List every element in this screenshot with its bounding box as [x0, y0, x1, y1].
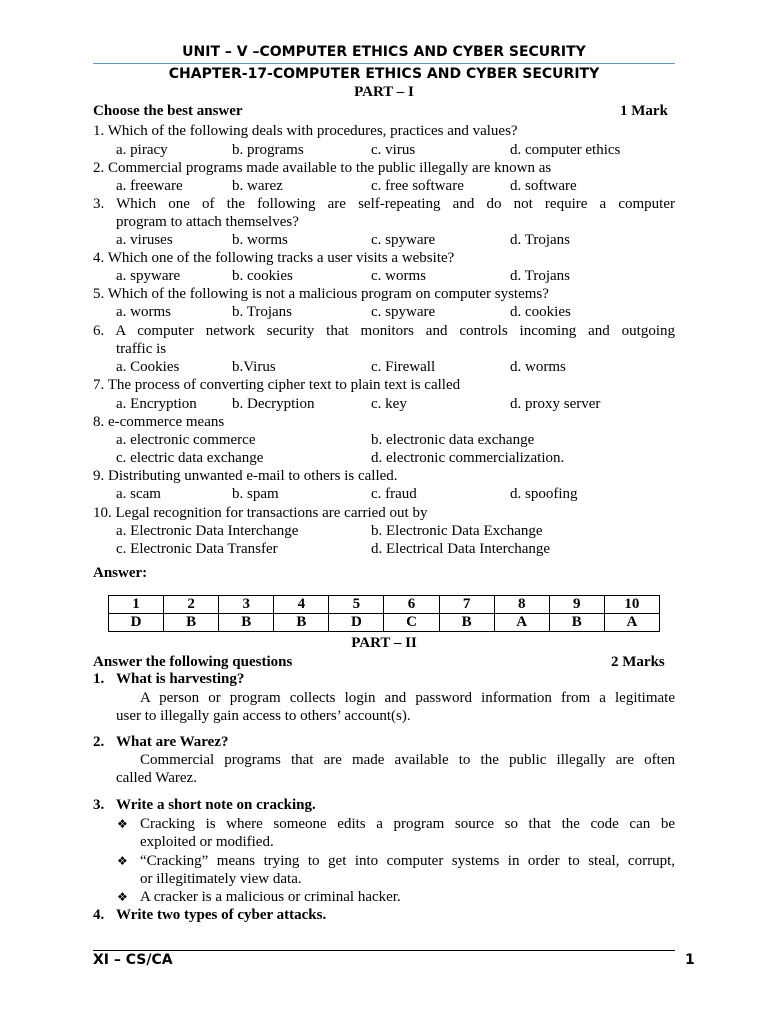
part-two-answer-3-bullet-2-line-1: “Cracking” means trying to get into computer systems in order to steal, corrupt,	[140, 853, 675, 869]
question-3-option-c: c. spyware	[371, 232, 436, 248]
question-9: 9. Distributing unwanted e-mail to others is called.	[93, 468, 398, 484]
question-4-option-c: c. worms	[371, 268, 426, 284]
question-6-option-d: d. worms	[510, 359, 566, 375]
question-9-option-d: d. spoofing	[510, 486, 578, 502]
answer-number-cell: 6	[384, 596, 439, 614]
part-two-heading: PART – II	[351, 635, 417, 651]
question-7-option-c: c. key	[371, 396, 407, 412]
question-6-option-b: b.Virus	[232, 359, 276, 375]
answer-key-cell: B	[549, 614, 604, 632]
part-two-question-3-number: 3.	[93, 797, 105, 813]
answer-number-cell: 5	[329, 596, 384, 614]
answer-key-cell: B	[219, 614, 274, 632]
question-1-option-a: a. piracy	[116, 142, 168, 158]
question-7-option-b: b. Decryption	[232, 396, 315, 412]
part-two-answer-1-line-2: user to illegally gain access to others’ account(s).	[116, 708, 411, 724]
question-10-option-d: d. Electrical Data Interchange	[371, 541, 551, 557]
question-1: 1. Which of the following deals with procedures, practices and values?	[93, 123, 518, 139]
answer-key-row	[109, 614, 660, 632]
part-two-question-1: What is harvesting?	[116, 671, 245, 687]
part-two-question-2-number: 2.	[93, 734, 105, 750]
answer-number-cell: 2	[164, 596, 219, 614]
part-one-marks: 1 Mark	[620, 103, 668, 119]
answer-key-table	[108, 595, 660, 632]
question-8-option-d: d. electronic commercialization.	[371, 450, 565, 466]
question-6-option-c: c. Firewall	[371, 359, 436, 375]
question-8-option-b: b. electronic data exchange	[371, 432, 535, 448]
diamond-bullet-icon: ❖	[117, 817, 128, 831]
question-1-option-b: b. programs	[232, 142, 304, 158]
answer-key-cell: D	[329, 614, 384, 632]
question-3-option-d: d. Trojans	[510, 232, 571, 248]
part-two-answer-1-line-1: A person or program collects login and password information from a legitimate	[140, 690, 675, 706]
question-5: 5. Which of the following is not a malicious program on computer systems?	[93, 286, 549, 302]
question-10: 10. Legal recognition for transactions are carried out by	[93, 505, 428, 521]
question-8: 8. e-commerce means	[93, 414, 225, 430]
question-9-option-b: b. spam	[232, 486, 279, 502]
answer-key-cell: C	[384, 614, 439, 632]
part-two-question-4: Write two types of cyber attacks.	[116, 907, 327, 923]
question-3-line-1: 3. Which one of the following are self-repeating and do not require a computer	[93, 196, 675, 212]
question-4: 4. Which one of the following tracks a user visits a website?	[93, 250, 455, 266]
question-4-option-d: d. Trojans	[510, 268, 571, 284]
question-8-option-a: a. electronic commerce	[116, 432, 256, 448]
question-4-option-a: a. spyware	[116, 268, 181, 284]
question-1-option-d: d. computer ethics	[510, 142, 621, 158]
answer-number-cell: 4	[274, 596, 329, 614]
part-two-question-3: Write a short note on cracking.	[116, 797, 316, 813]
question-7-option-a: a. Encryption	[116, 396, 197, 412]
question-2-option-a: a. freeware	[116, 178, 183, 194]
question-5-option-c: c. spyware	[371, 304, 436, 320]
question-1-option-c: c. virus	[371, 142, 416, 158]
question-6-line-1: 6. A computer network security that monitors and controls incoming and outgoing	[93, 323, 675, 339]
part-two-answer-3-bullet-1-line-1: Cracking is where someone edits a program source so that the code can be	[140, 816, 675, 832]
part-two-answer-2-line-1: Commercial programs that are made available to the public illegally are often	[140, 752, 675, 768]
question-8-option-c: c. electric data exchange	[116, 450, 264, 466]
question-5-option-b: b. Trojans	[232, 304, 293, 320]
part-two-instruction: Answer the following questions	[93, 654, 293, 670]
header-divider	[93, 63, 675, 64]
question-2: 2. Commercial programs made available to the public illegally are known as	[93, 160, 552, 176]
part-two-answer-3-bullet-2-line-2: or illegitimately view data.	[140, 871, 302, 887]
question-3-option-a: a. viruses	[116, 232, 173, 248]
question-10-option-c: c. Electronic Data Transfer	[116, 541, 278, 557]
question-5-option-a: a. worms	[116, 304, 171, 320]
answer-number-cell: 8	[494, 596, 549, 614]
page-number: 1	[685, 952, 695, 968]
answer-number-cell: 10	[604, 596, 659, 614]
footer-divider	[93, 950, 675, 951]
diamond-bullet-icon: ❖	[117, 854, 128, 868]
question-2-option-c: c. free software	[371, 178, 464, 194]
question-2-option-d: d. software	[510, 178, 577, 194]
answer-number-cell: 9	[549, 596, 604, 614]
part-two-answer-2-line-2: called Warez.	[116, 770, 197, 786]
chapter-title: CHAPTER-17-COMPUTER ETHICS AND CYBER SECURITY	[168, 66, 600, 82]
question-9-option-c: c. fraud	[371, 486, 417, 502]
question-3-option-b: b. worms	[232, 232, 288, 248]
answer-number-cell: 3	[219, 596, 274, 614]
question-7: 7. The process of converting cipher text to plain text is called	[93, 377, 461, 393]
question-7-option-d: d. proxy server	[510, 396, 601, 412]
question-6-line-2: traffic is	[116, 341, 167, 357]
answer-key-cell: D	[109, 614, 164, 632]
part-two-question-4-number: 4.	[93, 907, 105, 923]
answer-key-cell: B	[164, 614, 219, 632]
footer-class-label: XI – CS/CA	[93, 952, 173, 968]
answer-key-cell: A	[604, 614, 659, 632]
answer-key-cell: A	[494, 614, 549, 632]
answer-key-cell: B	[439, 614, 494, 632]
diamond-bullet-icon: ❖	[117, 890, 128, 904]
part-one-instruction: Choose the best answer	[93, 103, 243, 119]
question-5-option-d: d. cookies	[510, 304, 571, 320]
question-2-option-b: b. warez	[232, 178, 283, 194]
question-10-option-a: a. Electronic Data Interchange	[116, 523, 299, 539]
answer-label: Answer:	[93, 565, 148, 581]
answer-number-row	[109, 596, 660, 614]
part-two-answer-3-bullet-1-line-2: exploited or modified.	[140, 834, 274, 850]
part-one-heading: PART – I	[354, 84, 414, 100]
part-two-question-2: What are Warez?	[116, 734, 229, 750]
answer-key-cell: B	[274, 614, 329, 632]
question-3-line-2: program to attach themselves?	[116, 214, 299, 230]
question-6-option-a: a. Cookies	[116, 359, 180, 375]
unit-title: UNIT – V –COMPUTER ETHICS AND CYBER SECURITY	[182, 44, 586, 60]
answer-number-cell: 7	[439, 596, 494, 614]
part-two-marks: 2 Marks	[611, 654, 665, 670]
question-4-option-b: b. cookies	[232, 268, 293, 284]
question-9-option-a: a. scam	[116, 486, 161, 502]
answer-number-cell: 1	[109, 596, 164, 614]
question-10-option-b: b. Electronic Data Exchange	[371, 523, 543, 539]
part-two-answer-3-bullet-3: A cracker is a malicious or criminal hacker.	[140, 889, 401, 905]
part-two-question-1-number: 1.	[93, 671, 105, 687]
